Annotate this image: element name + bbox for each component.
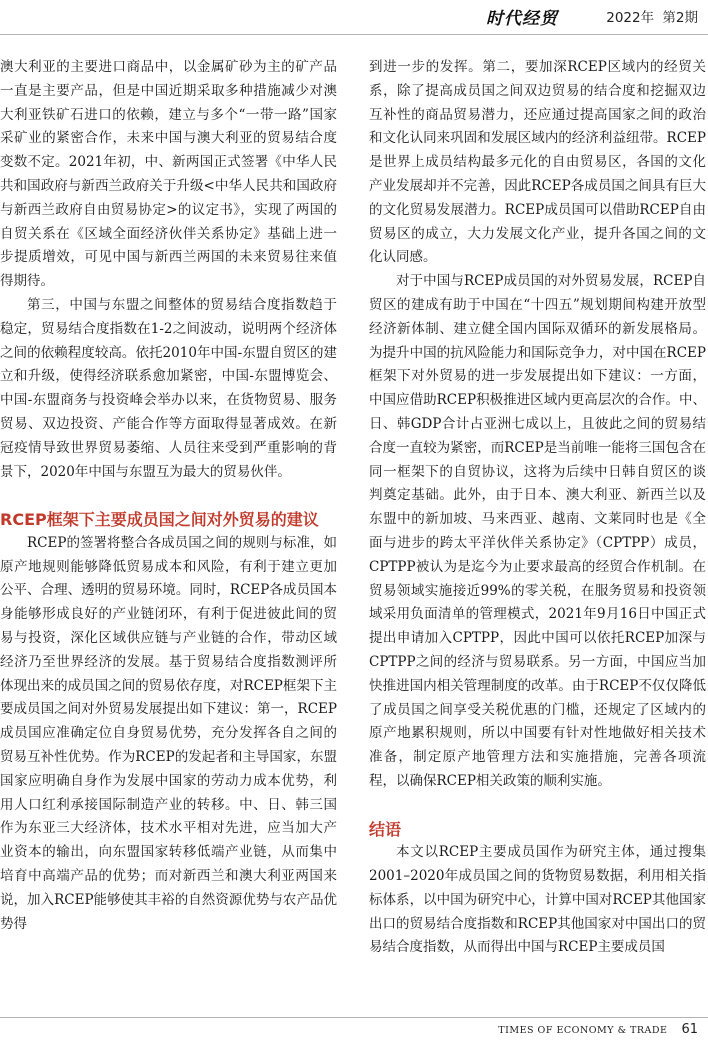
footer-divider — [0, 1017, 708, 1018]
journal-name: 时代经贸 — [486, 9, 558, 29]
page-footer — [498, 1022, 698, 1037]
section-heading: 结语 — [369, 819, 402, 839]
right-column — [369, 56, 706, 960]
section-heading: RCEP框架下主要成员国之间对外贸易的建议 — [0, 510, 319, 530]
issue-label: 2022年 第2期 — [606, 10, 698, 26]
section-spacer — [0, 484, 337, 508]
page-header — [0, 0, 708, 34]
paragraph: 对于中国与RCEP成员国的对外贸易发展，RCEP自贸区的建成有助于中国在“十四五”规划期间构建开放型经济新体制、建立健全国内国际双循环的新发展格局。为提升中国的抗风险能力和国际竞争力，对中国在RCEP框架下对外贸易的进一步发展提出如下建议：一方面，中国应借助RCEP积极推进区域内更高层次的合作。中、日、韩GDP合计占亚洲七成以上，且彼此之间的贸易结合度一直较为紧密，而RCEP是当前唯一能将三国包含在同一框架下的自贸协议，这将为后续中日韩自贸区的谈判奠定基础。此外，由于日本、澳大利亚、新西兰以及东盟中的新加坡、马来西亚、越南、文莱同时也是《全面与进步的跨太平洋伙伴关系协定》（CPTPP）成员，CPTPP被认为是迄今为止要求最高的经贸合作机制。在贸易领域实施接近99%的零关税，在服务贸易和投资领域采用负面清单的管理模式，2021年9月16日中国正式提出申请加入CPTPP，因此中国可以依托RCEP加深与CPTPP之间的经济与贸易联系。另一方面，中国应当加快推进国内相关管理制度的改革。由于RCEP不仅仅降低了成员国之间享受关税优惠的门槛，还规定了区域内的原产地累积规则，所以中国要有针对性地做好相关技术准备，制定原产地管理方法和实施措施，完善各项流程，以确保RCEP相关政策的顺利实施。 — [369, 273, 706, 789]
paragraph: RCEP的签署将整合各成员国之间的规则与标准，如原产地规则能够降低贸易成本和风险，有利于建立更加公平、合理、透明的贸易环境。同时，RCEP各成员国本身能够形成良好的产业链闭环，有利于促进彼此间的贸易与投资，深化区域供应链与产业链的合作，带动区域经济乃至世界经济的发展。基于贸易结合度指数测评所体现出来的成员国之间的贸易依存度，对RCEP框架下主要成员国之间对外贸易发展提出如下建议：第一，RCEP成员国应准确定位自身贸易优势，充分发挥各自之间的贸易互补性优势。作为RCEP的发起者和主导国家，东盟国家应明确自身作为发展中国家的劳动力成本优势，利用人口红利承接国际制造产业的转移。中、日、韩三国作为东亚三大经济体，技术水平相对先进，应当加大产业资本的输出，向东盟国家转移低端产业链，从而集中培育中高端产品的优势；而对新西兰和澳大利亚两国来说，加入RCEP能够使其丰裕的自然资源优势与农产品优势得 — [0, 534, 337, 932]
paragraph: 到进一步的发挥。第二，要加深RCEP区域内的经贸关系，除了提高成员国之间双边贸易的结合度和挖掘双边互补性的商品贸易潜力，还应通过提高国家之间的政治和文化认同来巩固和发展区域内的经济利益纽带。RCEP是世界上成员结构最多元化的自由贸易区，各国的文化产业发展却并不完善，因此RCEP各成员国之间具有巨大的文化贸易发展潜力。RCEP成员国可以借助RCEP自由贸易区的成立，大力发展文化产业，提升各国之间的文化认同感。 — [369, 59, 706, 266]
paragraph: 本文以RCEP主要成员国作为研究主体，通过搜集2001–2020年成员国之间的货物贸易数据，利用相关指标体系，以中国为研究中心，计算中国对RCEP其他国家出口的贸易结合度指数和RCEP其他国家对中国出口的贸易结合度指数，从而得出中国与RCEP主要成员国 — [369, 844, 706, 956]
paragraph: 澳大利亚的主要进口商品中，以金属矿砂为主的矿产品一直是主要产品，但是中国近期采取多种措施减少对澳大利亚铁矿石进口的依赖，建立与多个“一带一路”国家采矿业的紧密合作，未来中国与澳大利亚的贸易结合度变数不定。2021年初，中、新两国正式签署《中华人民共和国政府与新西兰政府关于升级<中华人民共和国政府与新西兰政府自由贸易协定>的议定书》，实现了两国的自贸关系在《区域全面经济伙伴关系协定》基础上进一步提质增效，可见中国与新西兰两国的未来贸易往来值得期待。 — [0, 59, 337, 290]
journal-english-name: TIMES OF ECONOMY & TRADE — [498, 1025, 668, 1036]
section-spacer — [369, 794, 706, 818]
paragraph: 第三，中国与东盟之间整体的贸易结合度指数趋于稳定，贸易结合度指数在1-2之间波动，说明两个经济体之间的依赖程度较高。依托2010年中国-东盟自贸区的建立和升级，使得经济联系愈加紧密，中国-东盟博览会、中国-东盟商务与投资峰会举办以来，在货物贸易、服务贸易、双边投资、产能合作等方面取得显著成效。在新冠疫情导致世界贸易萎缩、人员往来受到严重影响的背景下，2020年中国与东盟互为最大的贸易伙伴。 — [0, 296, 337, 480]
page-number: 61 — [681, 1022, 698, 1037]
header-divider — [0, 34, 708, 35]
left-column — [0, 56, 337, 936]
